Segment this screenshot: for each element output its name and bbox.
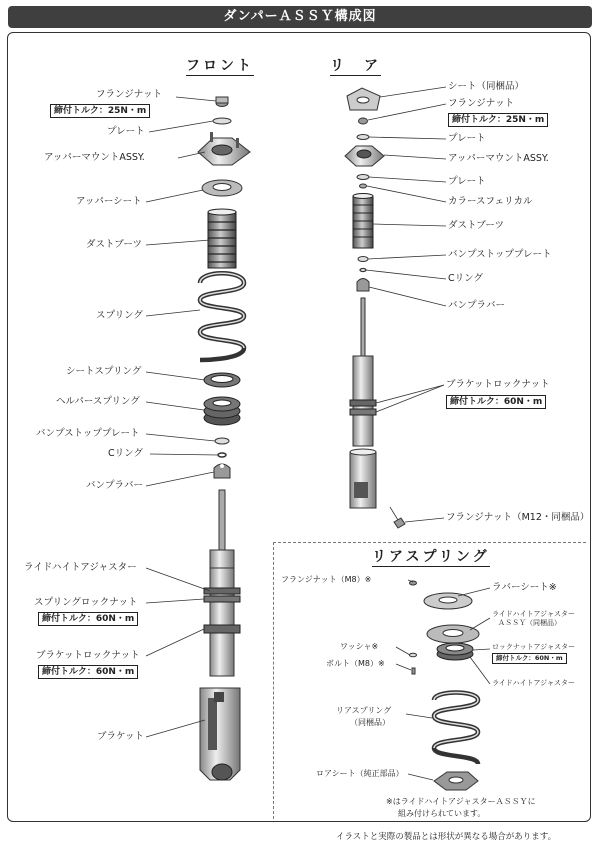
front-bracket-label: ブラケット (97, 731, 145, 742)
rear-bracket-part (350, 449, 376, 508)
front-heading: フロント (186, 58, 254, 74)
rear-torque-25-box: 締付トルク：25N・m (448, 113, 548, 127)
rear-bump-stop-plate-label: バンプストッププレート (448, 249, 552, 260)
rear-seat-part (347, 88, 380, 110)
rs-note-line1: ※はライドハイトアジャスターＡＳＳＹに (386, 797, 536, 806)
rear-flange-nut-m12-label: フランジナット（M12・同梱品） (446, 512, 590, 523)
front-bump-rubber-label: バンプラバー (86, 480, 144, 491)
front-spring-lock-nut-label: スプリングロックナット (34, 597, 138, 608)
rear-flange-nut-label: フランジナット (448, 98, 515, 109)
rs-lower-seat-part (434, 772, 478, 790)
front-bump-stop-plate-part (215, 438, 229, 444)
front-flange-nut-label: フランジナット (96, 89, 163, 100)
front-torque-25-box: 締付トルク：25N・m (50, 104, 150, 118)
rs-washer-label: ワッシャ※ (340, 642, 379, 651)
rs-ride-height-adjuster-label: ライドハイトアジャスター (492, 679, 576, 687)
rear-bump-stop-plate-part (358, 257, 368, 262)
front-spring-part-hl (200, 273, 244, 348)
rear-shock-body-part (350, 298, 376, 446)
rs-rubber-seat-label: ラバーシート※ (492, 582, 557, 593)
rs-rha-assy-label: ライドハイトアジャスター (492, 610, 576, 618)
rear-plate2-label: プレート (448, 176, 486, 187)
front-flange-nut-part (216, 97, 228, 107)
front-bracket-part (200, 688, 240, 780)
front-upper-mount-label: アッパーマウントASSY. (44, 152, 145, 163)
rs-flange-nut-m8-label: フランジナット（M8）※ (281, 575, 372, 584)
rear-c-ring-label: Cリング (448, 273, 483, 284)
rear-seat-label: シート（同梱品） (448, 81, 525, 92)
front-torque-60-box-b: 締付トルク：60N・m (38, 665, 138, 679)
rs-rear-spring-part (434, 693, 478, 765)
rs-lock-nut-adjuster-part (437, 643, 473, 660)
rear-dust-boots-label: ダストブーツ (448, 220, 505, 231)
rs-rubber-seat-part (424, 593, 472, 609)
front-shock-body-part (204, 490, 240, 676)
front-upper-mount-part (198, 132, 250, 165)
rs-bundled-label: （同梱品） (350, 718, 390, 727)
rs-ride-height-adjuster-assy-part (427, 625, 479, 643)
front-bracket-lock-nut-label: ブラケットロックナット (36, 650, 140, 661)
rear-plate2-part (357, 175, 369, 180)
rear-heading: リ ア (330, 58, 381, 74)
rear-dust-boots-part (353, 194, 373, 249)
front-helper-spring-part (204, 397, 240, 425)
rear-flange-nut-part (359, 118, 368, 124)
footnote: イラストと実際の製品とは形状が異なる場合があります。 (336, 832, 557, 842)
rear-plate1-part (357, 135, 369, 140)
rs-bolt-part (412, 668, 415, 674)
front-bump-stop-plate-label: バンプストッププレート (36, 428, 140, 439)
front-upper-seat-label: アッパーシート (76, 196, 142, 207)
rs-rear-spring-label: リアスプリング (336, 706, 392, 715)
front-dust-boots-label: ダストブーツ (86, 239, 143, 250)
front-helper-spring-label: ヘルパースプリング (56, 396, 140, 407)
rear-collar-spherical-label: カラースフェリカル (448, 196, 533, 207)
rear-upper-mount-part (345, 146, 384, 166)
rear-bump-rubber-part (357, 279, 369, 292)
rs-torque-60-box: 締付トルク：60N・m (492, 653, 567, 664)
rear-c-ring-part (360, 269, 366, 272)
rs-lock-nut-adjuster-label: ロックナットアジャスター (492, 643, 576, 651)
front-seat-spring-label: シートスプリング (66, 366, 142, 377)
rs-rha-assy-label-2: ＡＳＳＹ（同梱品） (498, 619, 561, 627)
rear-bump-rubber-label: バンプラバー (448, 300, 506, 311)
rear-flange-nut-m12-part (394, 518, 405, 528)
front-plate-label: プレート (107, 126, 145, 137)
front-spring-label: スプリング (96, 310, 143, 321)
front-torque-60-box-a: 締付トルク：60N・m (38, 612, 138, 626)
front-c-ring-label: Cリング (108, 448, 143, 459)
rear-plate1-label: プレート (448, 133, 486, 144)
rs-bolt-m8-label: ボルト（M8）※ (326, 659, 385, 668)
front-dust-boots-part (208, 209, 236, 268)
rs-note-line2: 組み付けられています。 (398, 809, 486, 818)
front-ride-height-adjuster-label: ライドハイトアジャスター (24, 562, 137, 573)
rear-upper-mount-label: アッパーマウントASSY. (448, 153, 549, 164)
front-seat-spring-part (204, 373, 240, 387)
rear-torque-60-box: 締付トルク：60N・m (446, 395, 546, 409)
diagram-title: ダンパーＡＳＳＹ構成図 (8, 6, 592, 28)
rs-lower-seat-label: ロアシート（純正部品） (316, 769, 404, 778)
rear-collar-part (360, 184, 367, 188)
front-spring-part (200, 273, 244, 360)
rear-bracket-lock-nut-label: ブラケットロックナット (446, 379, 550, 390)
front-plate-part (213, 118, 231, 124)
front-upper-seat-part (202, 180, 242, 196)
rear-spring-heading: リアスプリング (372, 549, 490, 565)
front-c-ring-part (218, 453, 226, 457)
rs-washer-part (410, 653, 417, 657)
front-bump-rubber-part (214, 464, 230, 478)
